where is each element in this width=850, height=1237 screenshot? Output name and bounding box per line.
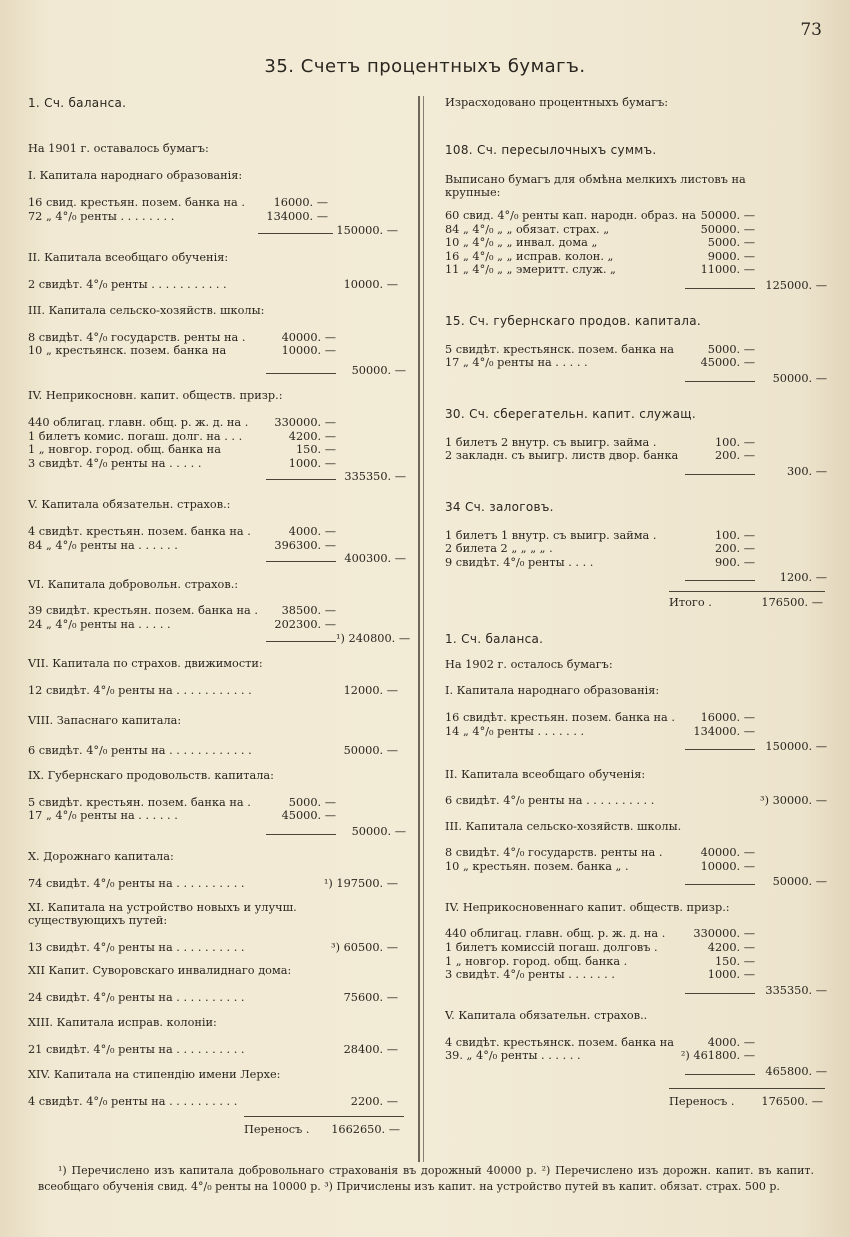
entry-row: 13 свидѣт. 4°/₀ ренты на . . . . . . . . . . ³) 60500. — <box>28 940 398 954</box>
account-heading: 1. Сч. баланса. <box>445 631 544 646</box>
entry-row: 2 закладн. съ выигр. листв двор. банка 200. — <box>445 449 755 463</box>
entry-row: 17 „ 4°/₀ ренты на . . . . . . 45000. — <box>28 809 336 823</box>
entry-row: 4 свидѣт. крестьян. позем. банка на . 4000. — <box>28 525 336 539</box>
section-title: V. Капитала обязательн. страхов.. <box>445 1009 648 1023</box>
intro-text: На 1902 г. осталось бумагъ: <box>445 657 613 671</box>
section-title: I. Капитала народнаго образованія: <box>445 684 660 698</box>
section-title: XII Капит. Суворовскаго инвалиднаго дома: <box>28 964 292 978</box>
column-divider-thin <box>423 96 424 1162</box>
section-total: 50000. — <box>445 372 830 386</box>
account-description: Выписано бумагъ для обмѣна мелкихъ листовъ на крупные: <box>445 172 746 200</box>
entry-row: 8 свидѣт. 4°/₀ государств. ренты на . 40000. — <box>445 846 755 860</box>
entry-row: 9 свидѣт. 4°/₀ ренты . . . . 900. — <box>445 555 755 569</box>
intro-text: Израсходовано процентныхъ бумагъ: <box>445 96 669 109</box>
entry-row: 72 „ 4°/₀ ренты . . . . . . . . 134000. — <box>28 210 328 224</box>
entry-row: 1 „ новгор. город. общ. банка на 150. — <box>28 443 336 457</box>
entry-row: 3 свидѣт. 4°/₀ ренты на . . . . . 1000. — <box>28 456 336 470</box>
left-column <box>28 92 410 1137</box>
section-title: IV. Неприкосновеннаго капит. обществ. призр.: <box>445 900 730 914</box>
entry-row: 24 свидѣт. 4°/₀ ренты на . . . . . . . . . . 75600. — <box>28 990 398 1004</box>
account-heading: 108. Сч. пересылочныхъ суммъ. <box>445 142 657 157</box>
entry-row: 74 свидѣт. 4°/₀ ренты на . . . . . . . . . . ¹) 197500. — <box>28 876 398 890</box>
entry-row: 10 „ крестьян. позем. банка „ . 10000. — <box>445 859 755 873</box>
section-title: XI. Капитала на устройство новыхъ и улучш. существующихъ путей: <box>28 900 297 928</box>
section-total: 335350. — <box>28 470 410 484</box>
entry-row: 21 свидѣт. 4°/₀ ренты на . . . . . . . . . . 28400. — <box>28 1042 398 1056</box>
entry-row: 39 свидѣт. крестьян. позем. банка на . 38500. — <box>28 604 336 618</box>
section-title: VIII. Запаснаго капитала: <box>28 714 182 728</box>
entry-row: 84 „ 4°/₀ „ „ обязат. страх. „ 50000. — <box>445 222 755 236</box>
entry-row: 14 „ 4°/₀ ренты . . . . . . . 134000. — <box>445 724 755 738</box>
entry-row: 4 свидѣт. 4°/₀ ренты на . . . . . . . . . . 2200. — <box>28 1094 398 1108</box>
entry-row: 84 „ 4°/₀ ренты на . . . . . . 396300. — <box>28 538 336 552</box>
account-heading: 15. Сч. губернскаго продов. капитала. <box>445 314 701 329</box>
carry-forward: Переносъ . 176500. — <box>669 1088 825 1109</box>
account-heading: 30. Сч. сберегательн. капит. служащ. <box>445 407 696 422</box>
section-title: VII. Капитала по страхов. движимости: <box>28 657 263 671</box>
entry-row: 10 „ 4°/₀ „ „ инвал. дома „ 5000. — <box>445 236 755 250</box>
entry-row: 1 „ новгор. город. общ. банка . 150. — <box>445 954 755 968</box>
entry-row: 4 свидѣт. крестьянск. позем. банка на 4000. — <box>445 1035 755 1049</box>
intro-text: На 1901 г. оставалось бумагъ: <box>28 142 209 156</box>
page-title: 35. Счетъ процентныхъ бумагъ. <box>264 56 586 77</box>
section-total: 150000. — <box>28 224 410 238</box>
entry-row: 440 облигац. главн. общ. р. ж. д. на . 330000. — <box>445 927 755 941</box>
entry-row: 24 „ 4°/₀ ренты на . . . . . 202300. — <box>28 617 336 631</box>
section-title: IV. Неприкосновн. капит. обществ. призр.: <box>28 389 283 403</box>
entry-row: 1 билетъ 1 внутр. съ выигр. займа . 100. — <box>445 528 755 542</box>
section-title: I. Капитала народнаго образованія: <box>28 168 243 182</box>
section-title: III. Капитала сельско-хозяйств. школы. <box>445 819 682 833</box>
section-title: V. Капитала обязательн. страхов.: <box>28 497 231 511</box>
section-title: II. Капитала всеобщаго обученія: <box>28 251 229 265</box>
section-title: IX. Губернскаго продовольств. капитала: <box>28 769 274 783</box>
entry-row: 8 свидѣт. 4°/₀ государств. ренты на . 40000. — <box>28 330 336 344</box>
section-title: VI. Капитала добровольн. страхов.: <box>28 577 239 591</box>
column-divider <box>418 96 420 1162</box>
account-heading: 34 Сч. залоговъ. <box>445 500 554 515</box>
section-title: XIV. Капитала на стипендію имени Лерхе: <box>28 1068 281 1082</box>
entry-row: 11 „ 4°/₀ „ „ эмеритт. служ. „ 11000. — <box>445 263 755 277</box>
entry-row: 1 билетъ комис. погаш. долг. на . . . 4200. — <box>28 429 336 443</box>
entry-row: 12 свидѣт. 4°/₀ ренты на . . . . . . . . . . . 12000. — <box>28 683 398 697</box>
account-heading: 1. Сч. баланса. <box>28 96 127 110</box>
entry-row: 5 свидѣт. крестьян. позем. банка на . 5000. — <box>28 795 336 809</box>
entry-row: 2 билета 2 „ „ „ „ . 200. — <box>445 542 755 556</box>
section-total: 1200. — <box>445 571 830 585</box>
entry-row: 5 свидѣт. крестьянск. позем. банка на 5000. — <box>445 342 755 356</box>
carry-forward: Переносъ . 1662650. — <box>244 1116 404 1137</box>
section-title: XIII. Капитала исправ. колоніи: <box>28 1016 217 1030</box>
entry-row: 16 свидѣт. крестьян. позем. банка на . 16000. — <box>445 710 755 724</box>
itogo-total: Итого . 176500. — <box>669 591 825 610</box>
section-total: 300. — <box>445 465 830 479</box>
section-total: 150000. — <box>445 740 830 754</box>
entry-row: 16 „ 4°/₀ „ „ исправ. колон. „ 9000. — <box>445 249 755 263</box>
entry-row: 1 билетъ комиссій погаш. долговъ . 4200. — <box>445 941 755 954</box>
right-column <box>445 92 830 1109</box>
entry-row: 3 свидѣт. 4°/₀ ренты . . . . . . . 1000. — <box>445 968 755 982</box>
section-total: 465800. — <box>445 1065 830 1079</box>
entry-row: 2 свидѣт. 4°/₀ ренты . . . . . . . . . . . 10000. — <box>28 277 398 291</box>
section-total: ¹) 240800. — <box>28 632 410 646</box>
entry-row: 6 свидѣт. 4°/₀ ренты на . . . . . . . . . . ³) 30000. — <box>445 794 827 808</box>
section-total: 335350. — <box>445 984 830 998</box>
section-total: 50000. — <box>28 364 410 378</box>
section-title: X. Дорожнаго капитала: <box>28 850 174 864</box>
section-total: 50000. — <box>445 875 830 889</box>
entry-row: 39. „ 4°/₀ ренты . . . . . . ²) 461800. — <box>445 1049 755 1063</box>
entry-row: 10 „ крестьянск. позем. банка на 10000. — <box>28 344 336 358</box>
section-title: II. Капитала всеобщаго обученія: <box>445 767 646 781</box>
entry-row: 60 свид. 4°/₀ ренты кап. народн. образ. на 50000. — <box>445 209 755 223</box>
section-total: 50000. — <box>28 825 410 839</box>
entry-row: 16 свид. крестьян. позем. банка на . 16000. — <box>28 196 328 210</box>
entry-row: 1 билетъ 2 внутр. съ выигр. займа . 100. — <box>445 435 755 449</box>
page-number: 73 <box>800 20 822 40</box>
footnote: ¹) Перечислено изъ капитала добровольнаго страхованія въ дорожный 40000 р. ²) Перечислено изъ дорожн. капит. въ капит. всеобщаго обученія свид. 4°/₀ ренты на 10000 р. ³) Причислены изъ капит. на устройство путей въ капит. обязат. страх. 500 р. <box>38 1164 814 1193</box>
section-title: III. Капитала сельско-хозяйств. школы: <box>28 304 265 318</box>
section-total: 400300. — <box>28 552 410 566</box>
section-total: 125000. — <box>445 279 830 293</box>
entry-row: 17 „ 4°/₀ ренты на . . . . . 45000. — <box>445 356 755 370</box>
entry-row: 6 свидѣт. 4°/₀ ренты на . . . . . . . . . . . . 50000. — <box>28 743 398 757</box>
entry-row: 440 облигац. главн. общ. р. ж. д. на . 330000. — <box>28 415 336 429</box>
